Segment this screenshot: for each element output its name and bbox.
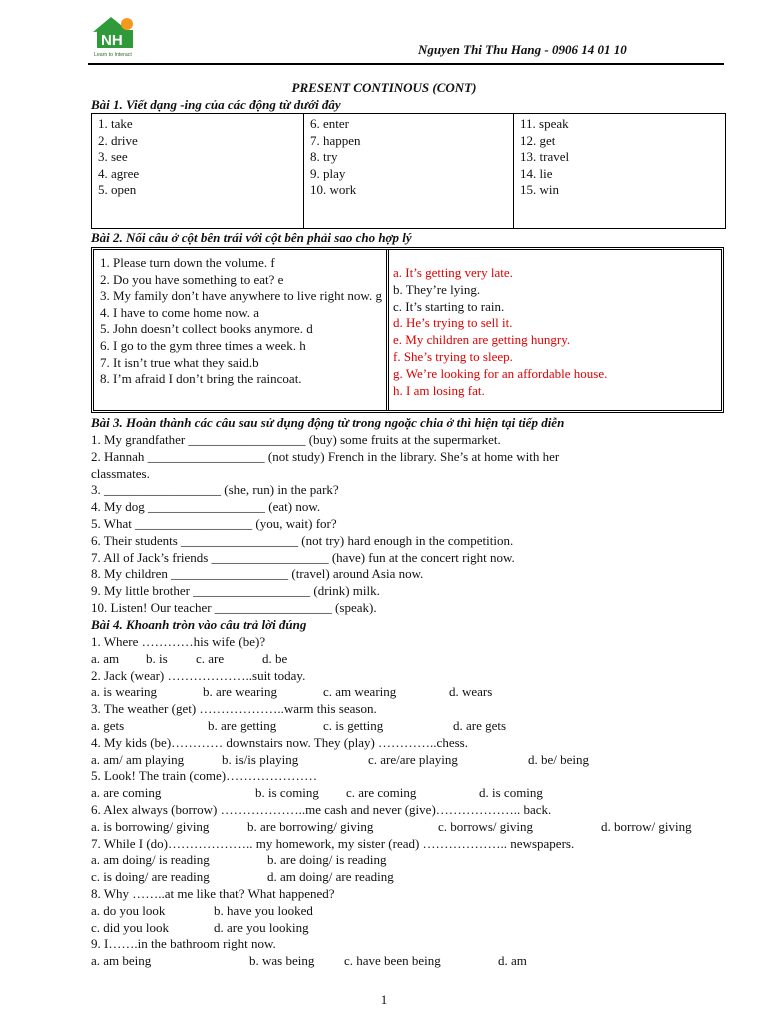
answer-option[interactable]: d. are gets: [453, 717, 507, 733]
answer-option[interactable]: c. have been being: [344, 953, 441, 969]
answer-option[interactable]: d. borrow/ giving: [601, 818, 692, 834]
answer-row: [91, 852, 711, 869]
answer-option[interactable]: a. is wearing: [91, 684, 158, 700]
matching-right-item: h. I am losing fat.: [393, 382, 485, 398]
verb-col-3: [514, 114, 722, 228]
matching-right-item: b. They’re lying.: [393, 281, 481, 297]
answer-option[interactable]: b. is/is playing: [222, 751, 299, 767]
matching-left-item: 8. I’m afraid I don’t bring the raincoat.: [100, 371, 302, 387]
question-text: 5. Look! The train (come)…………………: [91, 768, 318, 784]
verb-item: 9. play: [310, 165, 346, 181]
verb-item: 3. see: [98, 149, 128, 165]
question-text: 6. Alex always (borrow) ………………..me cash and never (give)……………….. back.: [91, 801, 552, 817]
answer-option[interactable]: b. are borrowing/ giving: [247, 818, 374, 834]
exercise-item: 6. Their students __________________ (not try) hard enough in the competition.: [91, 532, 514, 548]
answer-row: [91, 785, 711, 802]
header-author: Nguyen Thi Thu Hang - 0906 14 01 10: [418, 42, 627, 57]
answer-option[interactable]: c. am wearing: [323, 684, 397, 700]
answer-option[interactable]: a. am being: [91, 953, 152, 969]
question-text: 7. While I (do)……………….. my homework, my sister (read) ……………….. newspapers.: [91, 835, 575, 851]
exercise-item: 2. Hannah __________________ (not study) French in the library. She’s at home with her: [91, 448, 560, 464]
question-text: 4. My kids (be)………… downstairs now. They (play) …………..chess.: [91, 734, 468, 750]
answer-option[interactable]: d. are you looking: [214, 919, 309, 935]
header-divider: [88, 63, 724, 65]
logo: [91, 14, 139, 58]
section3-list: [91, 432, 559, 617]
answer-option[interactable]: c. are coming: [346, 785, 417, 801]
answer-option[interactable]: d. wears: [449, 684, 493, 700]
answer-option[interactable]: d. be/ being: [528, 751, 590, 767]
section4-heading: Bài 4. Khoanh tròn vào câu trả lời đúng: [91, 617, 307, 632]
answer-option[interactable]: c. are: [196, 650, 225, 666]
answer-option[interactable]: c. borrows/ giving: [438, 818, 533, 834]
verb-item: 14. lie: [520, 165, 553, 181]
answer-option[interactable]: c. is doing/ are reading: [91, 869, 210, 885]
question-text: 3. The weather (get) ………………..warm this season.: [91, 701, 377, 717]
section1-heading: Bài 1. Viết dạng -ing của các động từ dưới đây: [91, 97, 341, 112]
answer-option[interactable]: a. gets: [91, 717, 125, 733]
page-number: 1: [380, 992, 388, 1007]
answer-option[interactable]: a. am: [91, 650, 120, 666]
matching-left-item: 6. I go to the gym three times a week. h: [100, 337, 306, 353]
answer-option[interactable]: d. am: [498, 953, 527, 969]
answer-option[interactable]: a. is borrowing/ giving: [91, 818, 210, 834]
verb-item: 6. enter: [310, 116, 349, 131]
answer-row: [91, 651, 711, 668]
answer-option[interactable]: b. are getting: [208, 717, 277, 733]
matching-right-item: d. He’s trying to sell it.: [393, 315, 513, 331]
answer-option[interactable]: a. am doing/ is reading: [91, 852, 210, 868]
matching-left-item: 4. I have to come home now. a: [100, 304, 260, 320]
exercise-item: 10. Listen! Our teacher __________________ (speak).: [91, 599, 377, 615]
matching-left-item: 1. Please turn down the volume. f: [100, 255, 275, 270]
matching-right-column: [389, 250, 611, 410]
answer-option[interactable]: b. have you looked: [214, 902, 313, 918]
exercise-item: 9. My little brother __________________ (drink) milk.: [91, 583, 380, 599]
verb-item: 4. agree: [98, 165, 140, 181]
answer-option[interactable]: a. are coming: [91, 785, 162, 801]
matching-left-item: 3. My family don’t have anywhere to live right now. g: [100, 288, 382, 304]
answer-option[interactable]: d. be: [262, 650, 288, 666]
question-text: 9. I…….in the bathroom right now.: [91, 936, 276, 952]
answer-row: [91, 903, 711, 920]
matching-left-item: 5. John doesn’t collect books anymore. d: [100, 321, 313, 337]
matching-right-item: g. We’re looking for an affordable house.: [393, 365, 608, 381]
answer-option[interactable]: d. is coming: [479, 785, 543, 801]
matching-right-item: f. She’s trying to sleep.: [393, 348, 513, 364]
verb-item: 12. get: [520, 132, 556, 148]
answer-option[interactable]: b. is coming: [255, 785, 319, 801]
answer-option[interactable]: a. am/ am playing: [91, 751, 185, 767]
matching-right-item: c. It’s starting to rain.: [393, 298, 505, 314]
question-text: 8. Why ……..at me like that? What happened?: [91, 885, 335, 901]
verb-item: 8. try: [310, 149, 338, 165]
verb-item: 1. take: [98, 116, 133, 131]
matching-left-item: 7. It isn’t true what they said.b: [100, 354, 259, 370]
matching-left-column: [94, 250, 389, 410]
verb-col-1: [92, 114, 304, 228]
exercise-item: 3. __________________ (she, run) in the park?: [91, 482, 339, 498]
verb-item: 5. open: [98, 182, 137, 198]
answer-option[interactable]: c. are/are playing: [368, 751, 458, 767]
verb-item: 7. happen: [310, 132, 361, 148]
verb-table: [91, 113, 726, 229]
verb-col-2: [304, 114, 514, 228]
section4-list: [91, 634, 711, 970]
svg-text:Learn to Interact: Learn to Interact: [94, 52, 132, 58]
page-title: PRESENT CONTINOUS (CONT): [291, 80, 477, 95]
answer-row: [91, 953, 711, 970]
verb-item: 11. speak: [520, 116, 569, 131]
svg-text:NH: NH: [101, 32, 123, 49]
question-text: 1. Where …………his wife (be)?: [91, 634, 266, 649]
answer-option[interactable]: b. are wearing: [203, 684, 277, 700]
section3-heading: Bài 3. Hoàn thành các câu sau sử dụng động từ trong ngoặc chia ở thì hiện tại tiếp diễn: [91, 415, 565, 430]
exercise-item: 1. My grandfather __________________ (buy) some fruits at the supermarket.: [91, 432, 501, 447]
exercise-item: 7. All of Jack’s friends __________________ (have) fun at the concert right now.: [91, 549, 515, 565]
answer-row: [91, 920, 711, 937]
answer-option[interactable]: a. do you look: [91, 902, 166, 918]
question-text: 2. Jack (wear) ………………..suit today.: [91, 667, 306, 683]
answer-option[interactable]: d. am doing/ are reading: [267, 869, 394, 885]
matching-left-item: 2. Do you have something to eat? e: [100, 271, 284, 287]
answer-option[interactable]: c. did you look: [91, 919, 169, 935]
exercise-item: 4. My dog __________________ (eat) now.: [91, 499, 321, 515]
exercise-item: 5. What __________________ (you, wait) for?: [91, 515, 337, 531]
answer-option[interactable]: b. is: [146, 650, 168, 666]
verb-item: 2. drive: [98, 132, 138, 148]
matching-right-item: e. My children are getting hungry.: [393, 332, 571, 348]
answer-row: [91, 718, 711, 735]
answer-option[interactable]: b. are doing/ is reading: [267, 852, 387, 868]
answer-row: [91, 869, 711, 886]
answer-row: [91, 684, 711, 701]
verb-item: 13. travel: [520, 149, 570, 165]
answer-option[interactable]: c. is getting: [323, 717, 384, 733]
verb-item: 10. work: [310, 182, 357, 198]
answer-row: [91, 752, 711, 769]
matching-table: [91, 247, 724, 413]
answer-option[interactable]: b. was being: [249, 953, 315, 969]
verb-item: 15. win: [520, 182, 559, 198]
exercise-item: classmates.: [91, 465, 150, 481]
exercise-item: 8. My children __________________ (travel) around Asia now.: [91, 566, 424, 582]
section2-heading: Bài 2. Nối câu ở cột bên trái với cột bên phải sao cho hợp lý: [91, 230, 412, 245]
matching-right-item: a. It’s getting very late.: [393, 265, 513, 280]
answer-row: [91, 819, 711, 836]
